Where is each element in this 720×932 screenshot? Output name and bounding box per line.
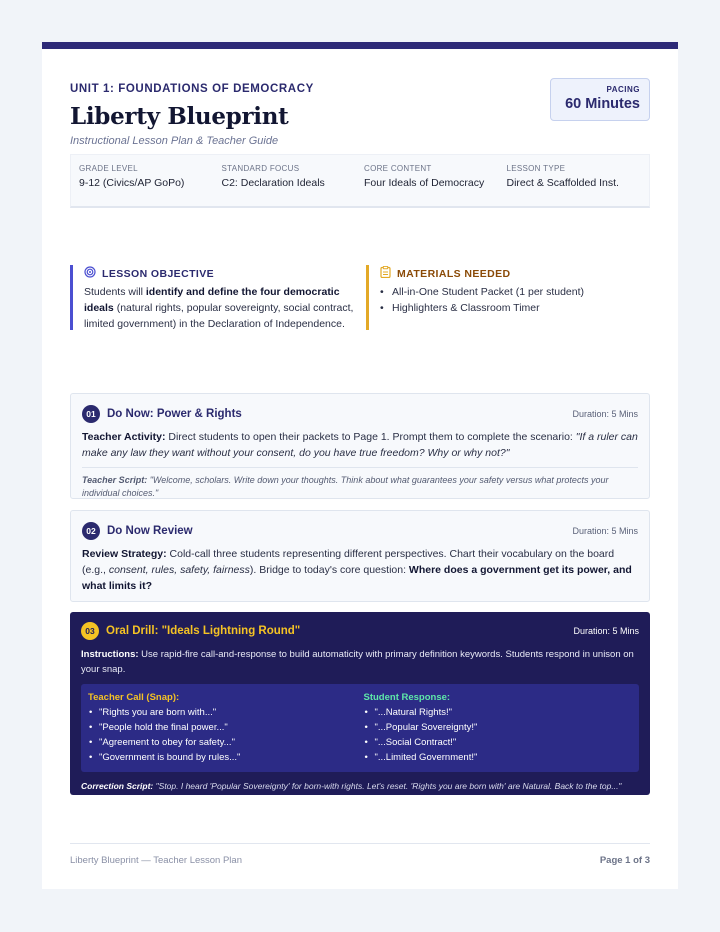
objective-text-2: (natural rights, popular sovereignty, social contract, limited government) in the Declaration of Independence. [84, 302, 354, 330]
correction-label: Correction Script: [81, 781, 154, 791]
meta-core-content [364, 164, 507, 206]
step-duration: Duration: 5 Mins [572, 409, 638, 419]
page-title: Liberty Blueprint [70, 103, 289, 130]
list-item: • "...Limited Government!" [364, 750, 640, 765]
page-footer [70, 843, 650, 866]
footer-doc-name: Liberty Blueprint — Teacher Lesson Plan [70, 855, 242, 866]
instructions-label: Instructions: [81, 649, 139, 660]
list-item: • "...Social Contract!" [364, 735, 640, 750]
materials-section [366, 265, 649, 330]
teacher-call-column [88, 692, 364, 772]
clipboard-icon [380, 266, 391, 281]
pacing-value: 60 Minutes [565, 96, 640, 112]
script-text: "Welcome, scholars. Write down your thoughts. Think about what guarantees your safety versus what protects your individual choices." [82, 475, 609, 498]
meta-standard-focus [222, 164, 365, 206]
drill-instructions [81, 647, 639, 677]
step-body [82, 546, 638, 594]
correction-script [81, 781, 639, 791]
meta-label: STANDARD FOCUS [221, 164, 300, 173]
meta-grade-level [79, 164, 222, 206]
meta-value: 9-12 (Civics/AP GoPo) [79, 177, 185, 189]
step-text: Direct students to open their packets to Page 1. Prompt them to complete the scenario: [165, 431, 576, 443]
step-number-badge: 02 [82, 522, 100, 540]
list-item: • "Government is bound by rules..." [88, 750, 364, 765]
script-label: Teacher Script: [82, 475, 148, 485]
student-response-list [364, 705, 640, 765]
step-examples: consent, rules, safety, fairness [108, 564, 250, 576]
step-card-header [81, 622, 639, 640]
page-number: Page 1 of 3 [599, 855, 650, 866]
materials-list [380, 284, 649, 316]
step-label: Teacher Activity: [82, 431, 166, 443]
instructions-text: Use rapid-fire call-and-response to build automaticity with primary definition keywords. Students respond in unison on your snap. [81, 649, 634, 675]
step-text-2: ). Bridge to today's core question: [249, 564, 409, 576]
objective-text-1: Students will [84, 286, 146, 298]
step-title: Do Now: Power & Rights [107, 408, 242, 420]
step-number-badge: 01 [82, 405, 100, 423]
teacher-call-heading: Teacher Call (Snap): [88, 692, 180, 703]
list-item: • "Agreement to obey for safety..." [88, 735, 364, 750]
objective-heading [84, 266, 357, 281]
step-duration: Duration: 5 Mins [573, 626, 639, 636]
lesson-objective-section [70, 265, 357, 330]
meta-label: CORE CONTENT [364, 164, 432, 173]
target-icon [84, 266, 96, 281]
lesson-meta-bar [70, 154, 650, 208]
materials-heading [380, 266, 649, 281]
call-response-grid [81, 684, 639, 772]
step-question: Where does a government get its power, and what limits it? [82, 564, 632, 592]
objective-text-bold: identify and define the four democratic ideals [84, 286, 340, 314]
step-duration: Duration: 5 Mins [572, 526, 638, 536]
step-quote: "If a ruler can make any law they want without your consent, do you have true freedom? Why or why not?" [82, 431, 638, 459]
teacher-script [82, 467, 638, 500]
meta-lesson-type [507, 164, 650, 206]
list-item: • "Rights you are born with..." [88, 705, 364, 720]
unit-label: UNIT 1: FOUNDATIONS OF DEMOCRACY [70, 83, 314, 95]
step-body [82, 429, 638, 461]
list-item: • "People hold the final power..." [88, 720, 364, 735]
step-card-review [70, 510, 650, 602]
page-subtitle: Instructional Lesson Plan & Teacher Guide [70, 135, 279, 147]
correction-text: "Stop. I heard 'Popular Sovereignty' for born-with rights. Let's reset. 'Rights you are born with' are Natural. Back to the top..." [153, 781, 622, 791]
list-item: • All-in-One Student Packet (1 per student) [380, 284, 649, 300]
step-label: Review Strategy: [82, 548, 167, 560]
materials-heading-text: MATERIALS NEEDED [397, 267, 511, 280]
list-item: • "...Popular Sovereignty!" [364, 720, 640, 735]
meta-value: Direct & Scaffolded Inst. [506, 177, 619, 189]
list-item: • Highlighters & Classroom Timer [380, 300, 649, 316]
pacing-label: PACING [606, 85, 640, 94]
objective-heading-text: LESSON OBJECTIVE [102, 267, 215, 280]
meta-value: Four Ideals of Democracy [364, 177, 485, 189]
step-card-header [82, 522, 638, 540]
teacher-call-list [88, 705, 364, 765]
list-item: • "...Natural Rights!" [364, 705, 640, 720]
step-card-do-now [70, 393, 650, 499]
step-title: Oral Drill: "Ideals Lightning Round" [106, 625, 301, 637]
step-title: Do Now Review [107, 525, 193, 537]
step-card-header [82, 405, 638, 423]
objective-text [84, 284, 357, 332]
meta-label: LESSON TYPE [506, 164, 566, 173]
step-text-1: Cold-call three students representing different perspectives. Chart their vocabulary on the board (e.g., [82, 548, 615, 576]
step-number-badge: 03 [81, 622, 99, 640]
meta-value: C2: Declaration Ideals [221, 177, 325, 189]
student-response-heading: Student Response: [363, 692, 451, 703]
student-response-column [364, 692, 640, 772]
step-card-oral-drill [70, 612, 650, 795]
pacing-box [550, 78, 650, 121]
meta-label: GRADE LEVEL [79, 164, 138, 173]
lesson-plan-page [42, 42, 678, 889]
